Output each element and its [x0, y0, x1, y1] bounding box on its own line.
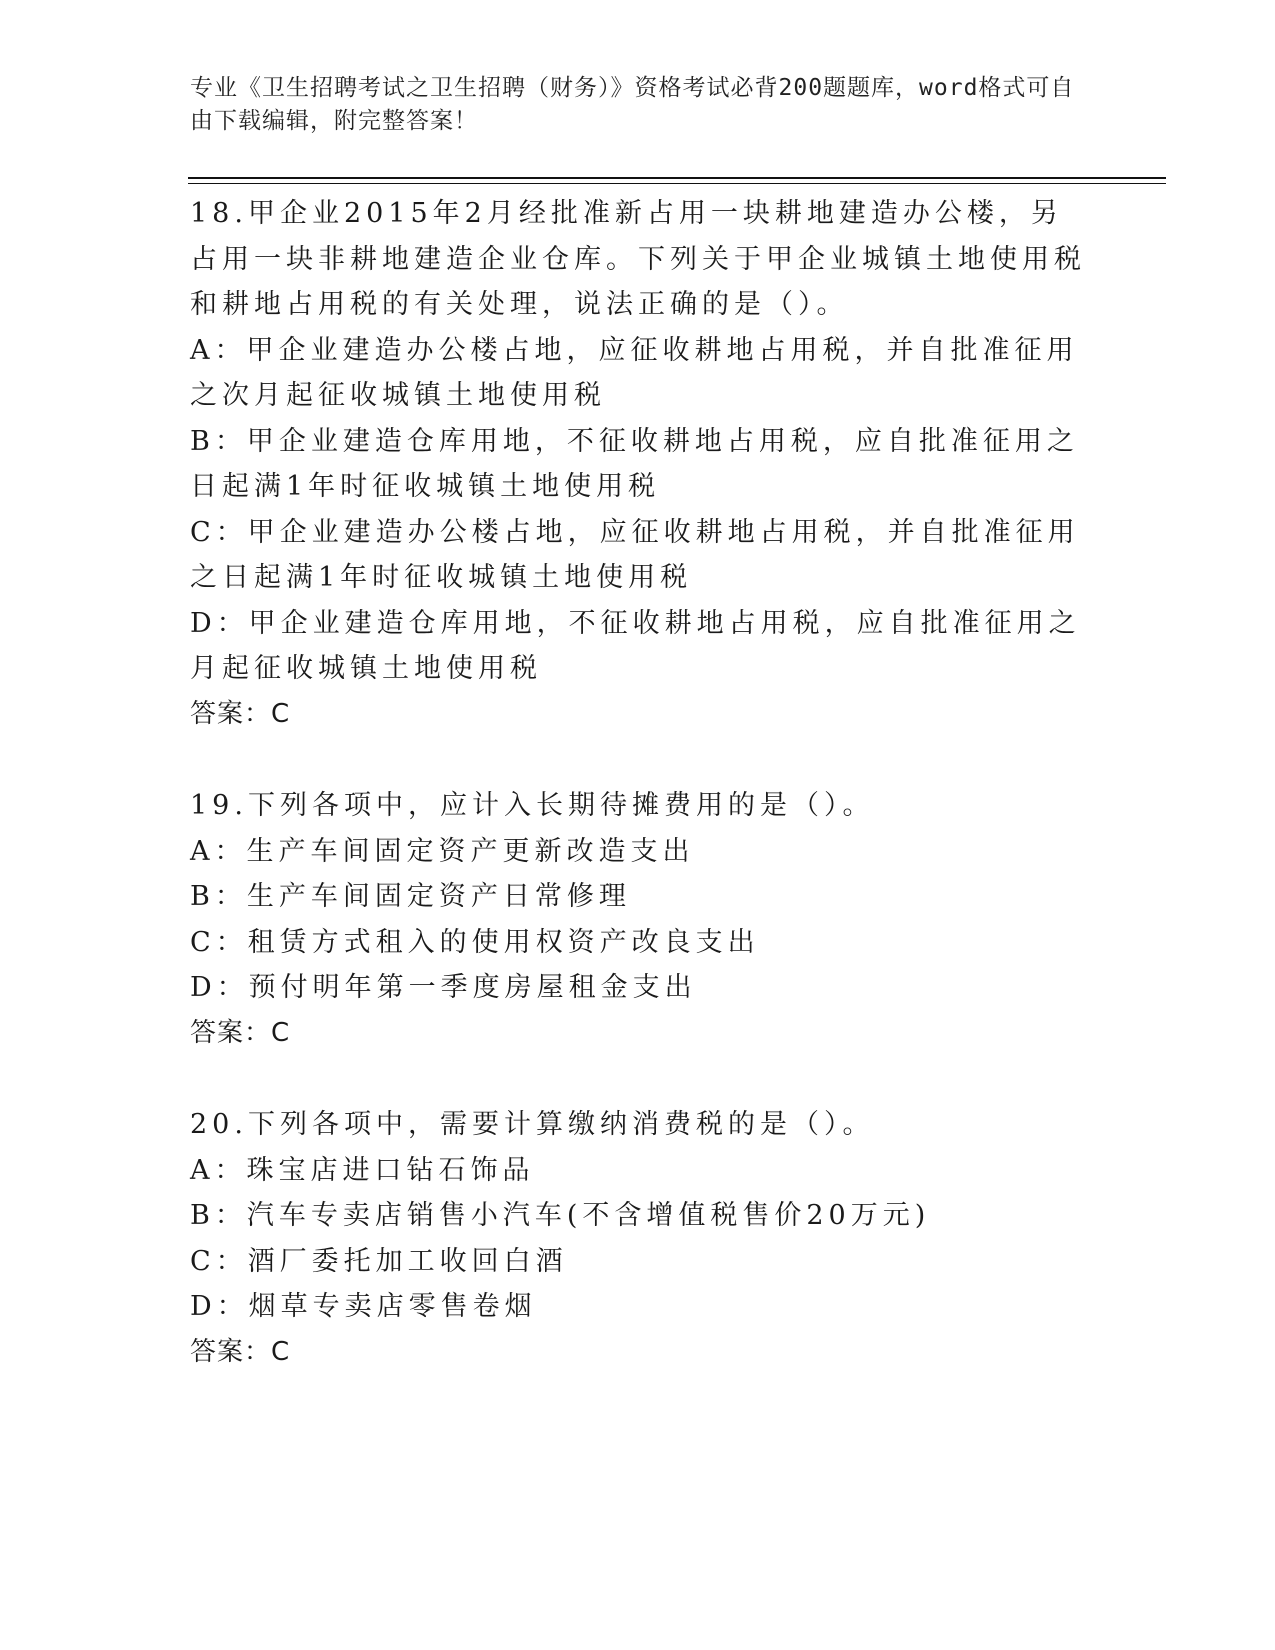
question-stem: 19.下列各项中，应计入长期待摊费用的是（）。 — [190, 790, 875, 821]
header-divider-thin — [188, 183, 1166, 184]
question-stem: 18.甲企业2015年2月经批准新占用一块耕地建造办公楼，另占用一块非耕地建造企业仓库。下列关于甲企业城镇土地使用税和耕地占用税的有关处理，说法正确的是（）。 — [190, 198, 1086, 320]
option-d: D：甲企业建造仓库用地，不征收耕地占用税，应自批准征用之月起征收城镇土地使用税 — [190, 607, 1081, 684]
option-c: C：酒厂委托加工收回白酒 — [190, 1245, 568, 1277]
answer-line: 答案：C — [190, 1336, 291, 1367]
option-a: A：生产车间固定资产更新改造支出 — [190, 835, 695, 867]
question-stem: 20.下列各项中，需要计算缴纳消费税的是（）。 — [190, 1109, 875, 1140]
question-19 — [190, 783, 1090, 1056]
option-a: A：甲企业建造办公楼占地，应征收耕地占用税，并自批准征用之次月起征收城镇土地使用税 — [190, 334, 1079, 411]
option-b: B：生产车间固定资产日常修理 — [190, 881, 631, 912]
answer-line: 答案：C — [190, 1017, 291, 1048]
header-divider-thick — [188, 177, 1166, 179]
answer-line: 答案：C — [190, 698, 291, 729]
question-20 — [190, 1102, 1090, 1375]
option-b: B：甲企业建造仓库用地，不征收耕地占用税，应自批准征用之日起满1年时征收城镇土地使用税 — [190, 425, 1079, 502]
option-a: A：珠宝店进口钻石饰品 — [190, 1154, 535, 1186]
document-intro: 专业《卫生招聘考试之卫生招聘（财务）》资格考试必背200题题库，word格式可自由下载编辑，附完整答案！ — [190, 75, 1075, 134]
option-c: C：租赁方式租入的使用权资产改良支出 — [190, 926, 760, 958]
option-c: C：甲企业建造办公楼占地，应征收耕地占用税，并自批准征用之日起满1年时征收城镇土地使用税 — [190, 516, 1080, 593]
option-b: B：汽车专卖店销售小汽车(不含增值税售价20万元) — [190, 1200, 931, 1231]
question-list — [190, 191, 1090, 1421]
option-d: D：烟草专卖店零售卷烟 — [190, 1291, 537, 1322]
question-18 — [190, 191, 1090, 737]
option-d: D：预付明年第一季度房屋租金支出 — [190, 972, 697, 1003]
